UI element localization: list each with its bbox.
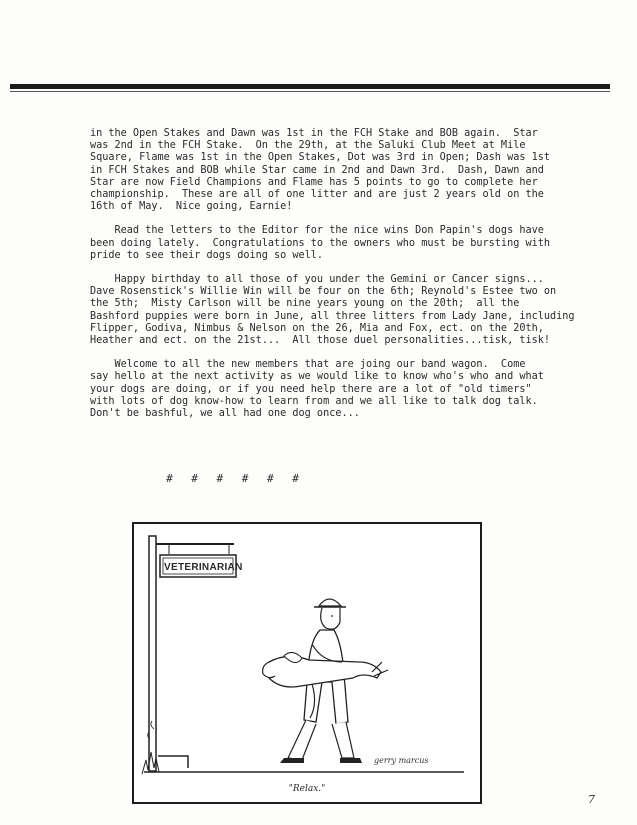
text-line: Welcome to all the new members that are joing our band wagon. Come [90,359,526,371]
paragraph [90,359,602,420]
text-line: Heather and ect. on the 21st... All those duel personalities...tisk, tisk! [90,335,551,347]
text-line: 16th of May. Nice going, Earnie! [90,201,293,213]
text-line: your dogs are doing, or if you need help there are a lot of "old timers" [90,383,532,395]
text-line: Bashford puppies were born in June, all three litters from Lady Jane, including [90,310,575,322]
header-rule-thin [10,91,610,92]
bleed-through-text [250,38,600,78]
header-rule [10,84,610,89]
article-body [90,128,602,432]
text-line: Flipper, Godiva, Nimbus & Nelson on the 26, Mia and Fox, ect. on the 20th, [90,322,544,334]
text-line: say hello at the next activity as we would like to know who's who and what [90,371,544,383]
text-line: championship. These are all of one litter and are just 2 years old on the [90,189,544,201]
text-line: Square, Flame was 1st in the Open Stakes, Dot was 3rd in Open; Dash was 1st [90,152,551,164]
text-line: with lots of dog know-how to learn from and we all like to talk dog talk. [90,395,538,407]
text-line: pride to see their dogs doing so well. [90,249,324,261]
section-separator: # # # # # # [166,472,305,485]
artist-signature: gerry marcus [374,756,429,765]
cartoon-caption: "Relax." [288,784,326,794]
text-line: Dave Rosenstick's Willie Win will be four on the 6th; Reynold's Estee two on [90,286,557,298]
text-line: Star are now Field Champions and Flame has 5 points to go to complete her [90,176,538,188]
paragraph [90,274,602,347]
text-line: in FCH Stakes and BOB while Star came in 2nd and Dawn 3rd. Dash, Dawn and [90,164,544,176]
text-line: been doing lately. Congratulations to the owners who must be bursting with [90,237,551,249]
text-line: the 5th; Misty Carlson will be nine years young on the 20th; all the [90,298,520,310]
veterinarian-sign: VETERINARIAN [164,562,243,573]
text-line: was 2nd in the FCH Stake. On the 29th, at the Saluki Club Meet at Mile [90,140,526,152]
text-line: Read the letters to the Editor for the nice wins Don Papin's dogs have [90,225,544,237]
paragraph [90,128,602,213]
text-line: Happy birthday to all those of you under the Gemini or Cancer signs... [90,274,544,286]
cartoon-illustration [132,522,482,804]
page-number: 7 [588,793,595,806]
paragraph [90,225,602,262]
text-line: in the Open Stakes and Dawn was 1st in the FCH Stake and BOB again. Star [90,128,538,139]
text-line: Don't be bashful, we all had one dog once... [90,408,360,420]
